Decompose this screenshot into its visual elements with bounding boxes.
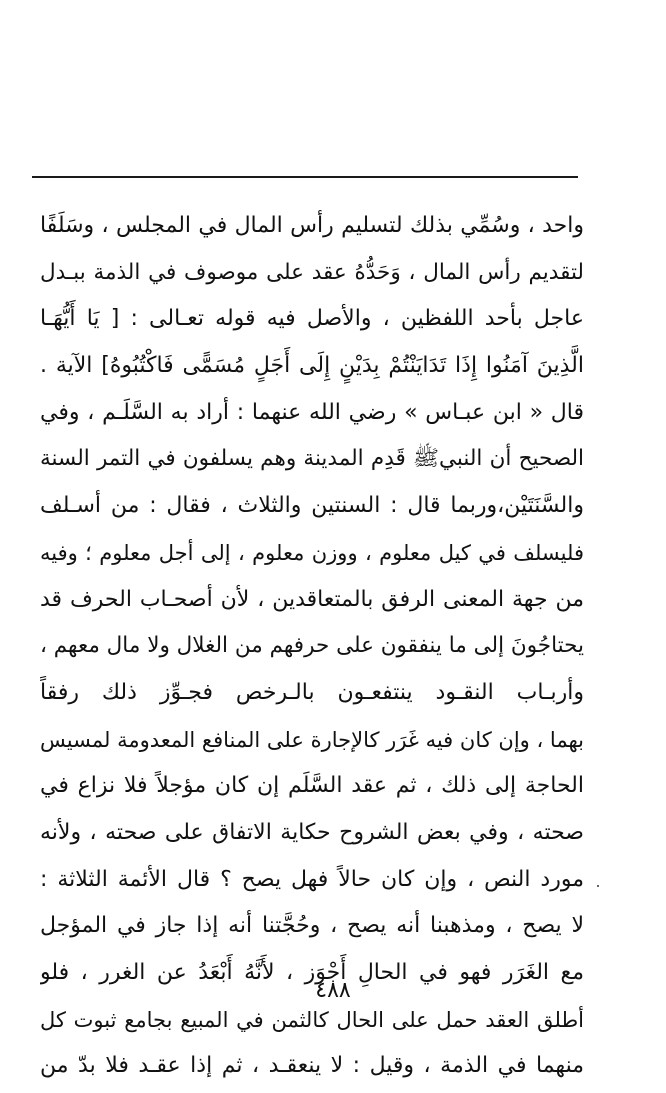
text-line: عاجل بأحد اللفظين ، والأصل فيه قوله تعـالى : [ يَا أَيُّهَـا (40, 306, 584, 332)
text-line: مع الغَرَر فهو في الحالِ أَجْوَز ، لأَنَّهُ أَبْعَدُ عن الغرر ، فلو (40, 960, 584, 985)
text-line: منهما في الذمة ، وقيل : لا ينعقـد ، ثم إذا عقـد فلا بدّ من (40, 1053, 584, 1079)
body-text (40, 203, 584, 1090)
text-line: بهما ، وإن كان فيه غَرَر كالإجارة على المنافع المعدومة لمسيس (40, 727, 584, 752)
text-line: لتقديم رأس المال ، وَحَدُّهُ عقد على موصوف في الذمة ببـدل (40, 259, 584, 285)
text-line: واحد ، وسُمِّي بذلك لتسليم رأس المال في المجلس ، وسَلَفًا (40, 213, 584, 238)
text-line: وأربـاب النقـود ينتفعـون بالـرخص فجـوِّز ذلك رفقاً (40, 679, 584, 705)
text-line: الحاجة إلى ذلك ، ثم عقد السَّلَم إن كان مؤجلاً فلا نزاع في (40, 773, 584, 799)
scan-speck (597, 885, 599, 887)
text-line: الصحيح أن النبيﷺ قَدِم المدينة وهم يسلفون في التمر السنة (40, 446, 584, 472)
text-line: صحته ، وفي بعض الشروح حكاية الاتفاق على صحته ، ولأنه (40, 819, 584, 845)
text-line: من جهة المعنى الرفق بالمتعاقدين ، لأن أصحـاب الحرف قد (40, 586, 584, 612)
text-line: فليسلف في كيل معلوم ، ووزن معلوم ، إلى أجل معلوم ؛ وفيه (40, 540, 584, 565)
header-rule (32, 176, 578, 178)
text-line: أطلق العقد حمل على الحال كالثمن في المبيع بجامع ثبوت كل (40, 1007, 584, 1032)
text-line: الَّذِينَ آمَنُوا إِذَا تَدَايَنْتُمْ بِدَيْنٍ إِلَى أَجَلٍ مُسَمًّى فَاكْتُبُوهُ] الآية . (40, 353, 584, 379)
text-line: يحتاجُونَ إلى ما ينفقون على حرفهم من الغلال ولا مال معهم ، (40, 633, 584, 659)
page-number: ٤٨٨ (315, 978, 351, 1003)
text-line: والسَّنَتَيْن،وربما قال : السنتين والثلاث ، فقال : من أسـلف (40, 493, 584, 519)
text-line: قال « ابن عبـاس » رضي الله عنهما : أراد به السَّلَـم ، وفي (40, 399, 584, 425)
text-line: لا يصح ، ومذهبنا أنه يصح ، وحُجَّتنا أنه إذا جاز في المؤجل (40, 913, 584, 939)
text-line: مورد النص ، وإن كان حالاً فهل يصح ؟ قال الأئمة الثلاثة : (40, 866, 584, 892)
